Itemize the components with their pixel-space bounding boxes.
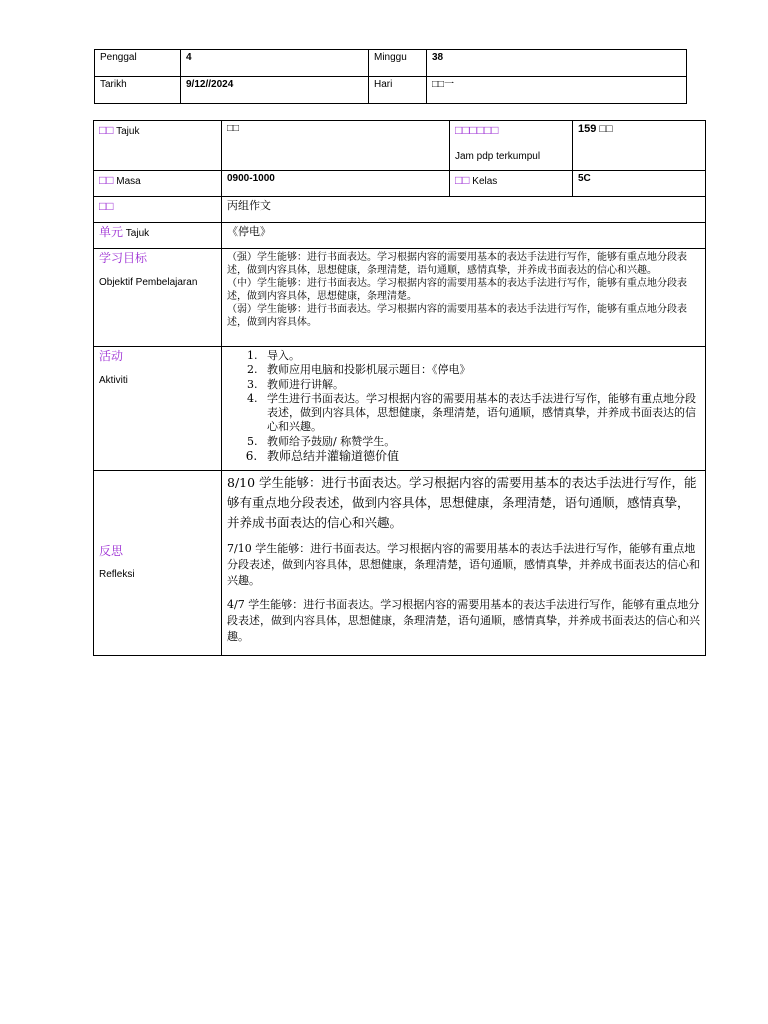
jam-label: Jam pdp terkumpul	[455, 150, 541, 162]
activity-item: 5. 教师给予鼓励/ 称赞学生。	[261, 435, 700, 449]
reflection-1: 8/10 学生能够：进行书面表达。学习根据内容的需要用基本的表达手法进行写作，能够有重点地分段表述，做到内容具体，思想健康，条理清楚，语句通顺，感情真挚，并养成书面表达的信心和兴趣。	[227, 475, 697, 530]
masa-value: 0900-1000	[222, 171, 450, 197]
unit-label: Tajuk	[125, 228, 150, 239]
tajuk-value: □□	[222, 121, 450, 171]
kelas-cell	[450, 171, 573, 197]
activity-item: 4. 学生进行书面表达。学习根据内容的需要用基本的表达手法进行写作，能够有重点地分段表述，做到内容具体，思想健康，条理清楚，语句通顺，感情真挚，并养成书面表达的信心和兴趣。	[261, 392, 700, 435]
reflection-text	[222, 471, 706, 656]
jam-value: 159 □□	[573, 121, 706, 171]
jam-prefix: □□□□□□	[455, 123, 499, 137]
objective-medium: （中）学生能够：进行书面表达。学习根据内容的需要用基本的表达手法进行写作，能够有重点地分段表述，做到内容具体，思想健康，条理清楚。	[227, 278, 687, 302]
activity-prefix: 活动	[99, 349, 124, 363]
activity-cell	[94, 347, 222, 471]
tajuk-cell	[94, 121, 222, 171]
topic-prefix: □□	[99, 199, 114, 213]
masa-label: Masa	[116, 176, 141, 187]
tarikh-label: Tarikh	[95, 77, 181, 104]
unit-value: 《停电》	[222, 223, 706, 249]
activity-label: Aktiviti	[99, 374, 128, 386]
lesson-table	[93, 120, 706, 656]
reflection-3: 4/7 学生能够：进行书面表达。学习根据内容的需要用基本的表达手法进行写作，能够有重点地分段表述，做到内容具体，思想健康，条理清楚，语句通顺，感情真挚，并养成书面表达的信心和兴趣。	[227, 597, 700, 643]
objective-cell	[94, 249, 222, 347]
activity-list-cell	[222, 347, 706, 471]
tajuk-prefix: □□	[99, 123, 114, 137]
objective-label: Objektif Pembelajaran	[99, 276, 198, 288]
minggu-value: 38	[427, 50, 687, 77]
jam-cell	[450, 121, 573, 171]
masa-cell	[94, 171, 222, 197]
topic-value: 丙组作文	[222, 197, 706, 223]
objective-prefix: 学习目标	[99, 251, 148, 265]
reflection-label: Refleksi	[99, 569, 135, 581]
hari-value: □□一	[427, 77, 687, 104]
topic-cell	[94, 197, 222, 223]
header-table	[94, 49, 687, 104]
reflection-cell	[94, 471, 222, 656]
penggal-value: 4	[181, 50, 369, 77]
hari-label: Hari	[369, 77, 427, 104]
kelas-value: 5C	[573, 171, 706, 197]
kelas-label: Kelas	[472, 176, 498, 187]
activity-list	[227, 349, 700, 465]
masa-prefix: □□	[99, 173, 114, 187]
unit-cell	[94, 223, 222, 249]
objective-weak: （弱）学生能够：进行书面表达。学习根据内容的需要用基本的表达手法进行写作，能够有重点地分段表述，做到内容具体。	[227, 304, 687, 328]
objective-text	[222, 249, 706, 347]
reflection-2: 7/10 学生能够：进行书面表达。学习根据内容的需要用基本的表达手法进行写作，能够有重点地分段表述，做到内容具体，思想健康，条理清楚，语句通顺，感情真挚，并养成书面表达的信心和兴趣。	[227, 542, 700, 587]
activity-item: 2. 教师应用电脑和投影机展示题目：《停电》	[261, 363, 700, 377]
minggu-label: Minggu	[369, 50, 427, 77]
objective-strong: （强）学生能够：进行书面表达。学习根据内容的需要用基本的表达手法进行写作，能够有重点地分段表述，做到内容具体，思想健康，条理清楚，语句通顺，感情真挚，并养成书面表达的信心和兴趣。	[227, 252, 687, 276]
activity-item: 6. 教师总结并灌输道德价值	[261, 449, 700, 465]
reflection-prefix: 反思	[99, 543, 124, 558]
kelas-prefix: □□	[455, 173, 470, 187]
penggal-label: Penggal	[95, 50, 181, 77]
unit-prefix: 单元	[99, 225, 124, 239]
activity-item: 3. 教师进行讲解。	[261, 378, 700, 392]
tarikh-value: 9/12//2024	[181, 77, 369, 104]
activity-item: 1. 导入。	[261, 349, 700, 363]
tajuk-label: Tajuk	[116, 126, 140, 137]
